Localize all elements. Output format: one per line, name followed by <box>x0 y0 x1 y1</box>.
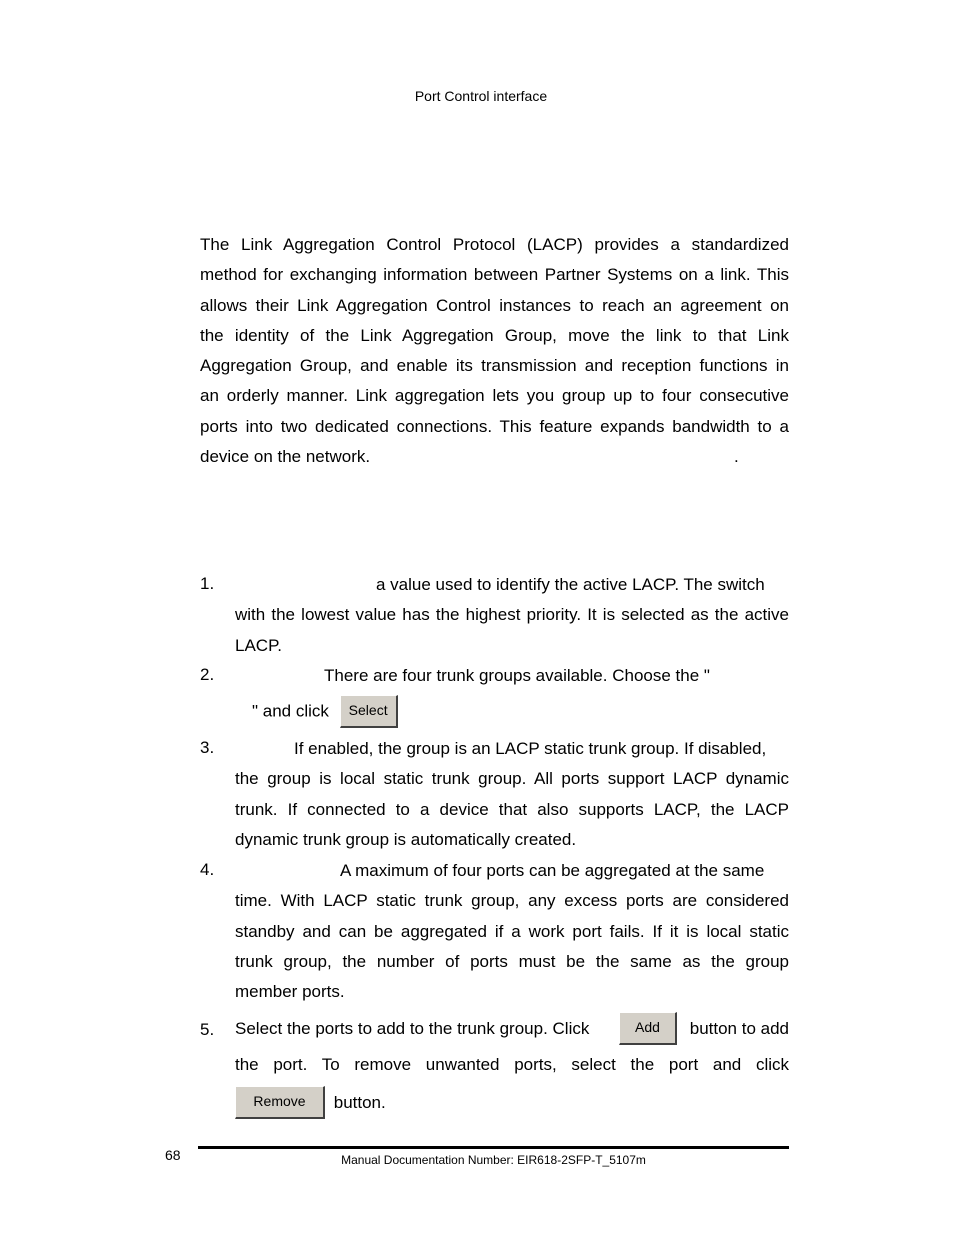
step-text-line: dynamic trunk group is automatically created. <box>235 829 577 849</box>
step-number: 3. <box>200 738 215 757</box>
step-text-line: standby and can be aggregated if a work port fails. If it is local static <box>235 921 789 941</box>
step-text-line: a value used to identify the active LACP. The switch <box>376 575 765 594</box>
step-text-line: with the lowest value has the highest priority. It is selected as the active <box>235 605 789 625</box>
step-text-line: time. With LACP static trunk group, any excess ports are considered <box>235 891 789 911</box>
step-text-line: button to add <box>689 1019 789 1038</box>
intro-paragraph <box>200 230 789 472</box>
page-number: 68 <box>165 1147 181 1163</box>
remove-button[interactable]: Remove <box>235 1086 325 1119</box>
step-text-line: LACP. <box>235 635 282 655</box>
step-text-line: the port. To remove unwanted ports, select the port and click <box>235 1055 789 1074</box>
intro-line: The Link Aggregation Control Protocol (LACP) provides a standardized <box>200 235 789 254</box>
intro-line: Aggregation Group, and enable its transmission and reception functions in <box>200 356 789 376</box>
step-text-line: " and click <box>252 701 329 721</box>
add-button[interactable]: Add <box>619 1012 677 1045</box>
intro-line: the identity of the Link Aggregation Group, move the link to that Link <box>200 325 789 345</box>
step-text-line: the group is local static trunk group. All ports support LACP dynamic <box>235 769 789 789</box>
step-text-line: Select the ports to add to the trunk group. Click <box>235 1019 590 1038</box>
footer-divider <box>198 1146 789 1149</box>
step-text-line: If enabled, the group is an LACP static trunk group. If disabled, <box>294 739 767 758</box>
intro-line: allows their Link Aggregation Control instances to reach an agreement on <box>200 295 789 315</box>
intro-trailing-period: . <box>734 447 739 467</box>
step-text-line: member ports. <box>235 982 345 1002</box>
intro-last-line <box>200 442 789 472</box>
step-text-line: There are four trunk groups available. Choose the " <box>324 666 710 685</box>
step-number: 1. <box>200 574 215 593</box>
select-button[interactable]: Select <box>340 695 398 728</box>
footer-doc-number: Manual Documentation Number: EIR618-2SFP-T_5107m <box>341 1153 646 1167</box>
step-text-line: button. <box>333 1092 386 1112</box>
intro-line: an orderly manner. Link aggregation lets you group up to four consecutive <box>200 386 789 406</box>
step-text-line: trunk. If connected to a device that also supports LACP, the LACP <box>235 799 789 819</box>
intro-line: device on the network. <box>200 447 371 467</box>
step-text-line: A maximum of four ports can be aggregated at the same <box>340 861 765 880</box>
page-header-title: Port Control interface <box>414 88 548 104</box>
intro-line: ports into two dedicated connections. This feature expands bandwidth to a <box>200 416 789 436</box>
step-number: 4. <box>200 860 215 879</box>
step-number: 5. <box>200 1020 215 1039</box>
step-text-line: trunk group, the number of ports must be the same as the group <box>235 951 789 971</box>
intro-line: method for exchanging information between Partner Systems on a link. This <box>200 265 789 285</box>
step-number: 2. <box>200 665 215 684</box>
